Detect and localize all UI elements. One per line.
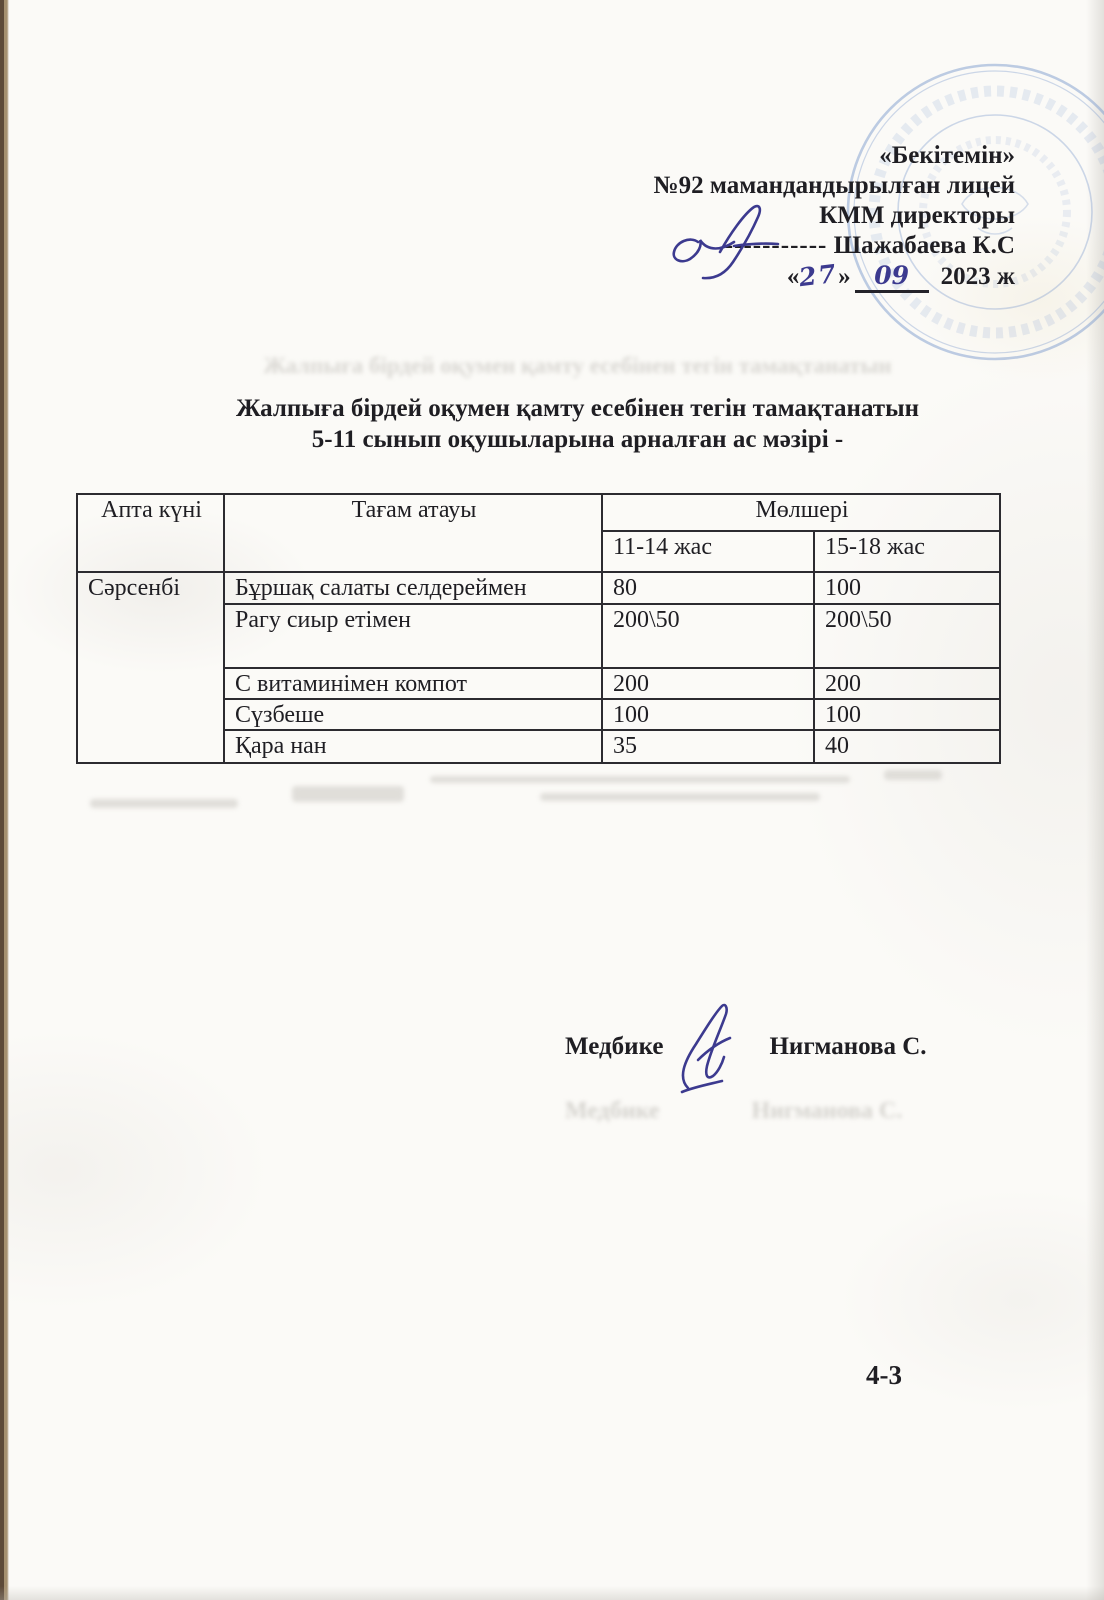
title-line-1: Жалпыға бірдей оқумен қамту есебінен тегін тамақтанатын xyxy=(236,395,919,422)
signature-dashes: ----------- xyxy=(724,232,828,259)
scan-edge-bottom xyxy=(0,1586,1104,1600)
dish-cell: Рагу сиыр етімен xyxy=(224,604,602,668)
dish-cell: Бұршақ салаты селдереймен xyxy=(224,572,602,604)
menu-table xyxy=(76,493,1001,764)
nurse-signature xyxy=(668,1000,746,1096)
bleedthrough-mark xyxy=(884,770,942,780)
document-title xyxy=(150,393,1005,455)
portion-cell: 100 xyxy=(814,699,1000,730)
bleedthrough-mark xyxy=(430,776,850,783)
dish-cell: С витаминімен компот xyxy=(224,668,602,699)
director-role: КММ директоры xyxy=(819,202,1015,229)
portion-cell: 100 xyxy=(814,572,1000,604)
bleedthrough-mark xyxy=(90,799,238,808)
bleedthrough-mark xyxy=(540,793,820,801)
col-header-age-15-18: 15-18 жас xyxy=(814,531,1000,572)
school-name: №92 мамандандырылған лицей xyxy=(653,172,1015,199)
col-header-dish: Тағам атауы xyxy=(224,494,602,572)
dish-cell: Қара нан xyxy=(224,730,602,763)
scan-edge-left xyxy=(0,0,9,1600)
col-header-day: Апта күні xyxy=(77,494,224,572)
day-cell: Сәрсенбі xyxy=(77,572,224,763)
col-header-age-11-14: 11-14 жас xyxy=(602,531,814,572)
portion-cell: 100 xyxy=(602,699,814,730)
portion-cell: 80 xyxy=(602,572,814,604)
portion-cell: 35 xyxy=(602,730,814,763)
director-signature xyxy=(664,204,810,282)
bleedthrough-mark xyxy=(292,786,404,802)
table-row xyxy=(77,572,1000,604)
title-line-2: 5-11 сынып оқушыларына арналған ас мәзірі - xyxy=(311,426,844,453)
bleedthrough-title: Жалпыға бірдей оқумен қамту есебінен тегін тамақтанатын xyxy=(263,353,892,378)
dish-cell: Сүзбеше xyxy=(224,699,602,730)
bleedthrough-signature-line: Медбике Нигманова С. xyxy=(565,1098,903,1124)
nurse-role: Медбике xyxy=(565,1033,664,1060)
portion-cell: 200 xyxy=(814,668,1000,699)
director-name: Шажабаева К.С xyxy=(833,232,1015,259)
quote-close: » xyxy=(838,263,851,290)
year-label: 2023 ж xyxy=(940,263,1015,290)
page-number: 4-3 xyxy=(866,1360,902,1390)
handwritten-day: 27 xyxy=(797,258,840,293)
handwritten-month: 09 xyxy=(874,261,909,290)
portion-cell: 200 xyxy=(602,668,814,699)
approval-word: «Бекітемін» xyxy=(879,142,1015,169)
col-header-portion: Мөлшері xyxy=(602,494,1000,531)
portion-cell: 40 xyxy=(814,730,1000,763)
portion-cell: 200\50 xyxy=(602,604,814,668)
quote-open: « xyxy=(786,263,800,290)
nurse-name: Нигманова С. xyxy=(769,1033,927,1060)
portion-cell: 200\50 xyxy=(814,604,1000,668)
date-underline xyxy=(855,263,929,293)
